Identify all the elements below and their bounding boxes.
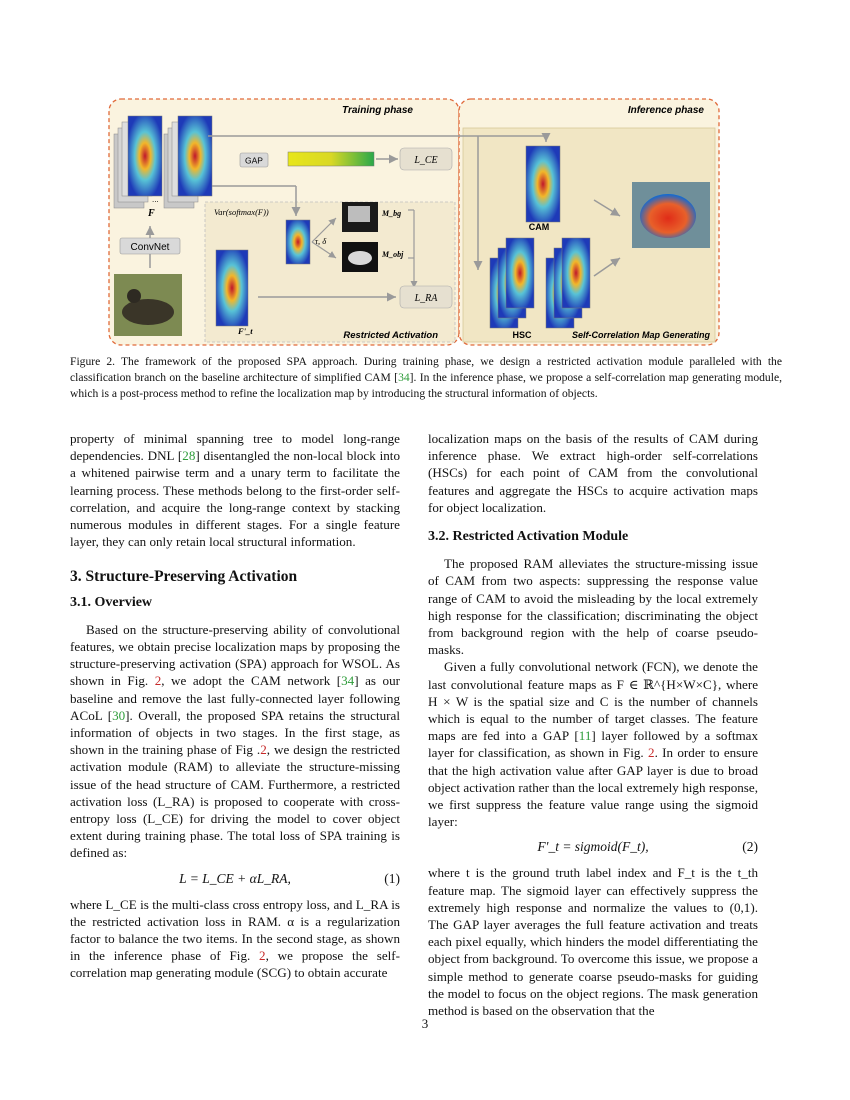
left-paragraph-2: Based on the structure-preserving ability of convolutional features, we obtain precise localization maps by proposing the structure-preserving activation (SPA) approach for WSOL. As shown in Fig. 2, we adopt the CAM network [34] as our baseline and remove the last fully-connected layer following ACoL [30]. Overall, the proposed SPA retains the structural information of objects in two stages. In the first stage, as shown in the training phase of Fig .2, we design the restricted activation module (RAM) to alleviate the structure-missing issue of the head structure of CAM. Furthermore, a restricted activation loss (L_RA) is proposed to cooperate with cross-entropy loss (L_CE) for driving the model to cover object extent during training phase. The total loss of SPA training is defined as: [70,621,400,861]
caption-text-a: Figure 2. The framework of the proposed SPA approach. During training phase, we design a restricted activation module paralleled with the classification branch on the baseline architecture of simplified CAM [ [70,355,782,384]
m-bg-label: M_bg [382,209,402,218]
feature-stack-right [164,116,212,208]
restricted-activation-label: Restricted Activation [343,330,438,341]
section-3-heading: 3. Structure-Preserving Activation [70,568,298,586]
left-paragraph-3: where L_CE is the multi-class cross entropy loss, and L_RA is the restricted activation loss in RAM. α is a regularization factor to balance the two items. In the second stage, as shown in the inference phase of Fig. 2, we propose the self-correlation map generating module (SCG) to obtain accurate [70,896,400,981]
ref-11[interactable]: 11 [578,728,592,744]
equation-1-body: L = L_CE + αL_RA, [179,870,291,886]
self-correlation-label: Self-Correlation Map Generating [571,330,710,340]
inference-phase-label: Inference phase [627,105,704,116]
lra-label: L_RA [414,293,438,304]
ref-30[interactable]: 30 [112,707,126,723]
section-3-1-heading: 3.1. Overview [70,594,153,610]
right-paragraph-2: The proposed RAM alleviates the structure-missing issue of CAM from two aspects: suppressing the response value range of CAM to avoid the misleading by the local extremely high response for the classification; discriminating the object from background region with the help of coarse pseudo-masks. [428,556,758,658]
fig-ref[interactable]: 2 [259,948,266,964]
right-paragraph-3: Given a fully convolutional network (FCN), we denote the last convolutional feature maps as F ∈ ℝ^{H×W×C}, where H × W is the spatial size and C is the number of channels which is equal to the number of target classes. The feature maps are fed into a GAP [11] layer followed by a softmax layer for classification, as shown in Fig. 2. In order to ensure that the high activation value after GAP layer is due to broad object activation rather than the local extremely high response, we first suppress the feature value range using the sigmoid layer: [428,659,759,830]
m-obj-label: M_obj [382,250,404,259]
gap-label: GAP [245,155,263,166]
right-column [428,430,758,1019]
fig-ref[interactable]: 2 [648,745,655,761]
right-paragraph-1: localization maps on the basis of the results of CAM during inference phase. We extract high-order self-correlations (HSCs) for each point of CAM from the convolutional features and aggregate the HSCs to acquire activation maps for object localization. [428,431,758,515]
gap-vector [288,152,374,166]
figure-diagram [108,98,720,346]
left-column [70,430,400,982]
right-paragraph-4: where t is the ground truth label index and F_t is the t_th feature map. The sigmoid layer can effectively suppress the extremely high response and normalize the values to (0,1). The GAP layer averages the full feature activation and treats each pixel equally, which hinders the model differentiating the object from background. To overcome this issue, we propose a simple method to generate coarse pseudo-masks for guiding the model to focus on the object regions. The mask generation method is based on the observation that the [428,865,758,1019]
cam-label: CAM [528,222,550,232]
caption-text-b: ]. In the inference phase, we propose a self-correlation map generating module, which is a post-process method to refine the localization map by introducing the structural information of objects. [70,371,782,400]
ft-label: F'_t [238,326,253,336]
equation-2 [428,830,758,864]
ref-34[interactable]: 34 [341,673,355,689]
figure-caption [70,354,782,402]
equation-1 [70,862,400,896]
equation-2-body: F'_t = sigmoid(F_t), [537,839,649,855]
cam-map [526,146,560,222]
hsc-label: HSC [512,330,532,340]
variance-map [286,220,310,264]
equation-2-number: (2) [742,839,758,855]
convnet-label: ConvNet [130,242,170,253]
fig-ref[interactable]: 2 [260,742,267,758]
var-label: Var(softmax(F)) [214,207,269,217]
ft-map [216,250,248,326]
ref-28[interactable]: 28 [182,448,196,464]
fig-ref[interactable]: 2 [154,673,162,689]
equation-1-number: (1) [384,870,400,886]
lce-label: L_CE [414,155,438,166]
training-phase-label: Training phase [342,105,413,116]
left-paragraph-1: property of minimal spanning tree to model long-range dependencies. DNL [28] disentangled the non-local block into a whitened pairwise term and a unary term to facilitate the learning process. These methods belong to the first-order self-correlation, and acquire the long-range context by stacking numerous modules in different stages. For a single feature layer, they can only retain local structural information. [70,431,400,550]
ellipsis-label: ... [152,195,159,204]
tau-delta-label: τ, δ [315,236,327,246]
page-number: 3 [421,1016,429,1031]
framework-figure [108,98,720,346]
section-3-2-heading: 3.2. Restricted Activation Module [428,529,629,545]
feature-f-label: F [148,208,155,219]
caption-ref[interactable]: 34 [398,371,410,384]
